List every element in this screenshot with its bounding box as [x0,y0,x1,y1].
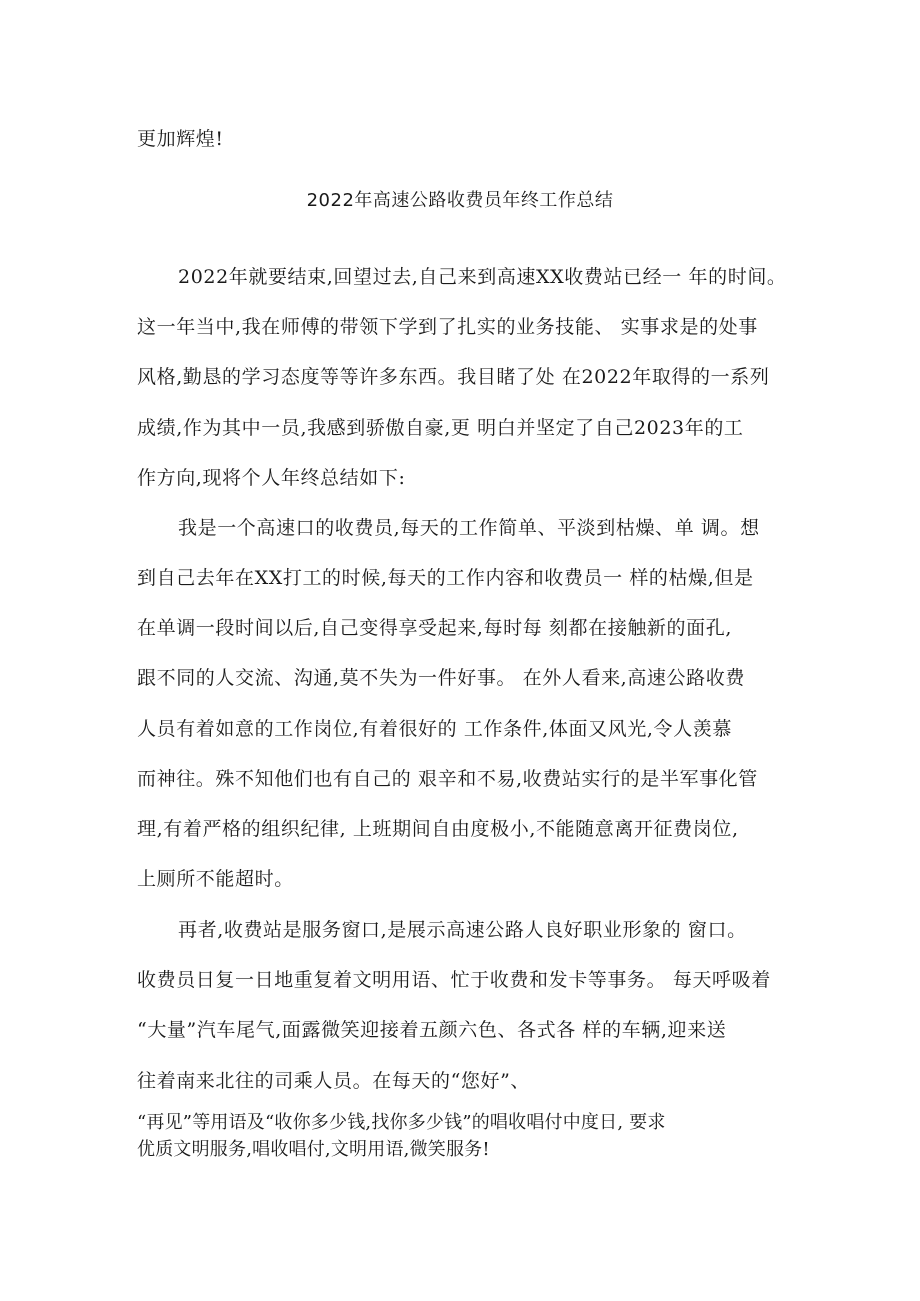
text-line: 跟不同的人交流、沟通,莫不失为一件好事。 在外人看来,高速公路收费 [137,667,745,689]
text-line: 再者,收费站是服务窗口,是展示高速公路人良好职业形象的 窗口。 [178,919,747,941]
text-line: “再见”等用语及“收你多少钱,找你多少钱”的唱收唱付中度日, 要求 [137,1112,666,1133]
text-line: 收费员日复一日地重复着文明用语、忙于收费和发卡等事务。 每天呼吸着 [137,969,771,991]
lead-line: 更加辉煌! [137,128,224,150]
text-line: 2022年就要结束,回望过去,自己来到高速XX收费站已经一 年的时间。 [178,266,787,288]
text-line: “大量”汽车尾气,面露微笑迎接着五颜六色、各式各 样的车辆,迎来送 [137,1019,727,1041]
text-line: 作方向,现将个人年终总结如下: [137,467,406,489]
text-line: 到自己去年在XX打工的时候,每天的工作内容和收费员一 样的枯燥,但是 [137,567,754,589]
text-line: 在单调一段时间以后,自己变得享受起来,每时每 刻都在接触新的面孔, [137,617,732,639]
text-line: 往着南来北往的司乘人员。在每天的“您好”、 [137,1070,531,1092]
text-line: 优质文明服务,唱收唱付,文明用语,微笑服务! [137,1139,490,1160]
text-line: 成绩,作为其中一员,我感到骄傲自豪,更 明白并坚定了自己2023年的工 [137,417,744,439]
text-line: 我是一个高速口的收费员,每天的工作简单、平淡到枯燥、单 调。想 [178,517,760,539]
text-line: 而神往。殊不知他们也有自己的 艰辛和不易,收费站实行的是半军事化管 [137,768,758,790]
text-line: 这一年当中,我在师傅的带领下学到了扎实的业务技能、 实事求是的处事 [137,316,758,338]
text-line: 理,有着严格的组织纪律, 上班期间自由度极小,不能随意离开征费岗位, [137,818,739,840]
text-line: 人员有着如意的工作岗位,有着很好的 工作条件,体面又风光,令人羡慕 [137,718,732,740]
text-line: 上厕所不能超时。 [137,868,294,890]
document-title: 2022年高速公路收费员年终工作总结 [306,190,614,211]
text-line: 风格,勤恳的学习态度等等许多东西。我目睹了处 在2022年取得的一系列 [137,366,770,388]
